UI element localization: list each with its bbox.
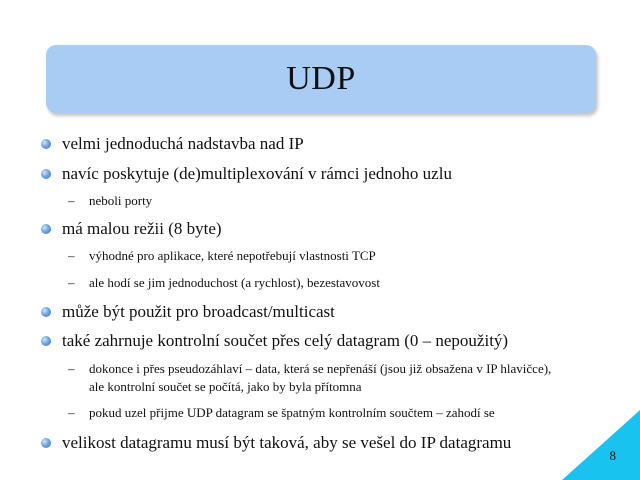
slide-title: UDP [286, 60, 356, 97]
page-number: 8 [609, 448, 616, 463]
dash-bullet: – [68, 193, 75, 208]
list-subitem: ale hodí se jim jednoduchost (a rychlost), bezestavovost [89, 275, 380, 290]
list-item: může být použit pro broadcast/multicast [62, 302, 335, 321]
bullet-icon [41, 438, 51, 448]
list-subitem: neboli porty [89, 193, 153, 208]
list-item: také zahrnuje kontrolní součet přes celý datagram (0 – nepoužitý) [62, 331, 509, 350]
corner-decoration [562, 410, 640, 480]
list-subitem: výhodné pro aplikace, které nepotřebují vlastnosti TCP [89, 248, 376, 263]
bullet-icon [41, 307, 51, 317]
dash-bullet: – [68, 248, 75, 263]
dash-bullet: – [68, 275, 75, 290]
bullet-icon [41, 336, 51, 346]
list-item: má malou režii (8 byte) [62, 219, 222, 238]
list-item: velikost datagramu musí být taková, aby se vešel do IP datagramu [62, 433, 512, 452]
dash-bullet: – [68, 405, 75, 420]
list-subitem: dokonce i přes pseudozáhlaví – data, která se nepřenáší (jsou již obsažena v IP hlavičce), ale kontrolní součet se počítá, jako by byla přítomna [89, 361, 552, 394]
bullet-icon [41, 139, 51, 149]
list-item: velmi jednoduchá nadstavba nad IP [62, 134, 304, 153]
bullet-icon [41, 169, 51, 179]
list-subitem: pokud uzel přijme UDP datagram se špatným kontrolním součtem – zahodí se [89, 405, 495, 420]
dash-bullet: – [68, 361, 75, 376]
list-item: navíc poskytuje (de)multiplexování v rámci jednoho uzlu [62, 164, 452, 183]
bullet-icon [41, 224, 51, 234]
